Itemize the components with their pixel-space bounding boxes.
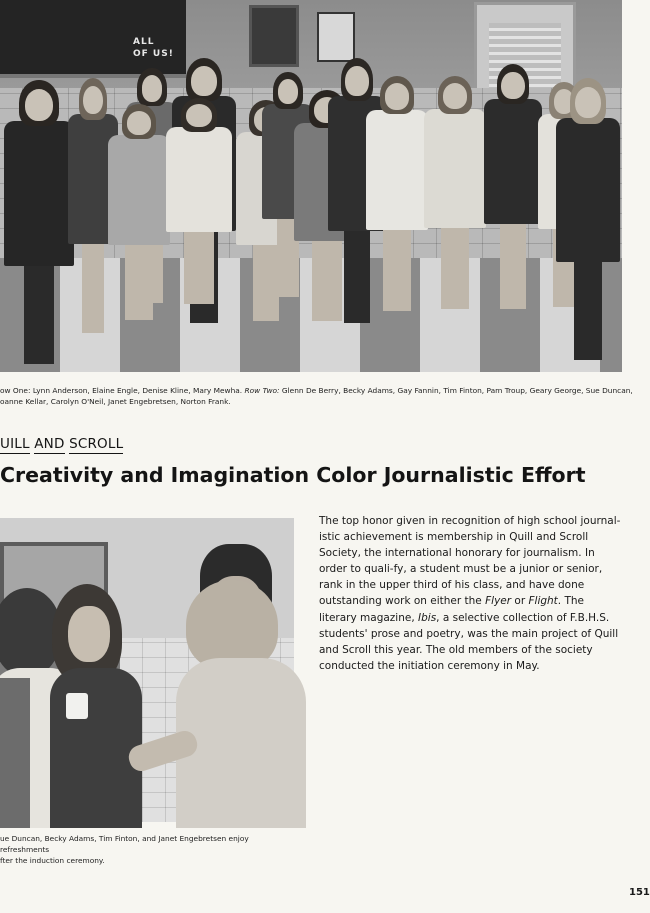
photo-person-body [484,99,542,224]
photo-person-legs [24,266,55,365]
photo-person-legs [383,230,410,312]
photo-people [0,48,622,372]
photo-person-legs [184,232,213,303]
caption-bottom-line-two: fter the induction ceremony. [0,856,105,865]
article-body [319,513,625,674]
body-ibis-title: Ibis [418,611,437,624]
photo-person [166,98,232,308]
refreshments-photo-caption [0,833,300,866]
photo-person-face [501,72,524,100]
photo-person-face [127,111,152,135]
photo-person-face [83,86,103,115]
body-flight-title: Flight [528,595,558,608]
caption-line-two: oanne Kellar, Carolyn O'Neil, Janet Engebretsen, Norton Frank. [0,397,231,406]
section-label-word-1: UILL [0,436,30,452]
photo-person-legs [125,245,152,320]
refreshments-photo [0,518,294,822]
photo-person [556,78,620,366]
page-headline: Creativity and Imagination Color Journalistic Effort [0,463,586,487]
body-text-part-3: , a selective collection of F.B.H.S. students' prose and poetry, was the main project of Quill and Scroll this year. The old members of the society conducted the initiation ceremony in May. [319,611,619,672]
section-label [0,436,123,452]
group-photo [0,0,622,372]
photo-person [4,80,74,370]
photo-person [484,64,542,314]
photo-figure-left-vest [0,678,30,828]
photo-person-legs [574,262,602,360]
photo-person-face [25,89,53,121]
photo-person-face [385,83,410,109]
photo-figure-cup [66,693,88,719]
photo-person-legs [500,224,526,309]
blackboard-sign-text: ALL OF US! [133,37,174,59]
caption-bottom-line-one: ue Duncan, Becky Adams, Tim Finton, and Janet Engebretsen enjoy refreshments [0,834,249,854]
photo-person-legs [441,228,468,309]
photo-person-body [166,127,232,232]
photo-person [424,76,486,314]
page-number: 151 [629,887,650,898]
photo-person-legs [82,244,104,332]
caption-row-one-label: ow One: [0,386,31,395]
photo-figure-right-hair [186,580,278,670]
caption-row-one-names: Lynn Anderson, Elaine Engle, Denise Kline, Mary Mewha. [30,386,245,395]
photo-person-face [443,83,468,109]
body-text-part-2: . The literary magazine, [319,595,585,624]
photo-person-face [575,87,601,119]
photo-person [108,104,170,324]
group-photo-caption [0,385,640,407]
section-label-word-3: SCROLL [69,436,124,452]
photo-figure-middle-face [68,606,110,662]
photo-person-body [424,109,486,228]
body-or: or [511,595,529,608]
photo-person-body [4,121,74,266]
photo-person-body [556,118,620,262]
photo-person [366,76,428,316]
body-text-part-1: The top honor given in recognition of high school journal-istic achievement is membership in Quill and Scroll Society, the international honorary for journalism. In order to quali-fy, a student must be a junior or senior, rank in the upper third of his class, and have done outstanding work on either the [319,515,621,608]
caption-row-two-label: Row Two: [244,386,280,395]
photo-person-body [366,110,428,230]
photo-person-face [191,66,217,96]
photo-person-face [142,75,163,101]
photo-person-body [108,135,170,245]
caption-row-two-names: Glenn De Berry, Becky Adams, Gay Fannin, Tim Finton, Pam Troup, Geary George, Sue Duncan, [279,386,633,395]
section-label-word-2: AND [34,436,65,452]
photo-figure-middle-body [50,668,142,828]
photo-person-face [186,104,212,127]
body-flyer-title: Flyer [485,595,512,608]
